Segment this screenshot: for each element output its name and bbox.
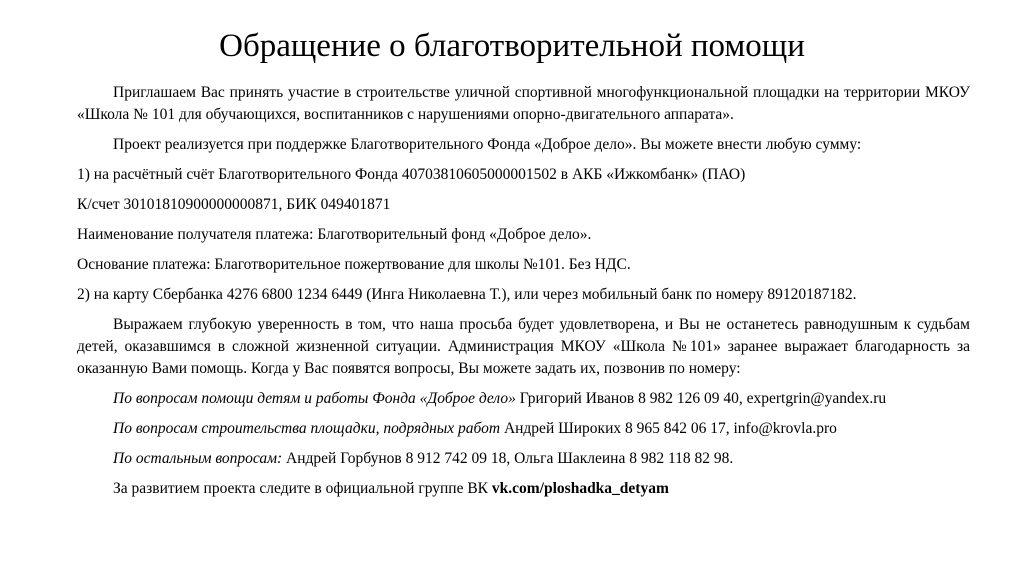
contact-details: Андрей Широких 8 965 842 06 17, info@krovla.pro [500, 420, 837, 437]
card-payment-line: 2) на карту Сбербанка 4276 6800 1234 6449 (Инга Николаевна Т.), или через мобильный банк по номеру 89120187182. [77, 286, 857, 303]
contact-details: Андрей Горбунов 8 912 742 09 18, Ольга Шаклеина 8 982 118 82 98. [282, 450, 734, 467]
correspondent-account-line: К/счет 30101810900000000871, БИК 049401871 [77, 196, 391, 213]
contact-line [77, 448, 970, 470]
bank-account-line: 1) на расчётный счёт Благотворительного Фонда 40703810605000001502 в АКБ «Ижкомбанк» (ПАО) [77, 166, 746, 183]
appeal-body [77, 82, 970, 500]
gratitude-paragraph: Выражаем глубокую уверенность в том, что наша просьба будет удовлетворена, и Вы не останетесь равнодушным к судьбам детей, оказавшимся в сложной жизненной ситуации. Администрация МКОУ «Школа №101» заранее выражает благодарность за оказанную Вами помощь. Когда у Вас появятся вопросы, Вы можете задать их, позвонив по номеру: [77, 316, 970, 377]
support-paragraph: Проект реализуется при поддержке Благотворительного Фонда «Доброе дело». Вы можете внести любую сумму: [113, 136, 862, 153]
follow-line [77, 478, 970, 500]
invite-paragraph: Приглашаем Вас принять участие в строительстве уличной спортивной многофункциональной площадки на территории МКОУ «Школа № 101 для обучающихся, воспитанников с нарушениями опорно-двигательного аппарата». [77, 84, 970, 123]
contact-topic: По вопросам помощи детям и работы Фонда «Доброе дело» [113, 390, 516, 407]
recipient-line: Наименование получателя платежа: Благотворительный фонд «Доброе дело». [77, 226, 592, 243]
contact-details: Григорий Иванов 8 982 126 09 40, expertgrin@yandex.ru [515, 390, 887, 407]
follow-text: За развитием проекта следите в официальной группе ВК [113, 480, 492, 497]
contact-line [77, 388, 970, 410]
page-title: Обращение о благотворительной помощи [219, 28, 805, 64]
contact-topic: По вопросам строительства площадки, подрядных работ [113, 420, 501, 437]
payment-basis-line: Основание платежа: Благотворительное пожертвование для школы №101. Без НДС. [77, 256, 631, 273]
vk-group-link[interactable]: vk.com/ploshadka_detyam [491, 480, 669, 497]
contact-topic: По остальным вопросам: [113, 450, 283, 467]
contact-line [77, 418, 970, 440]
